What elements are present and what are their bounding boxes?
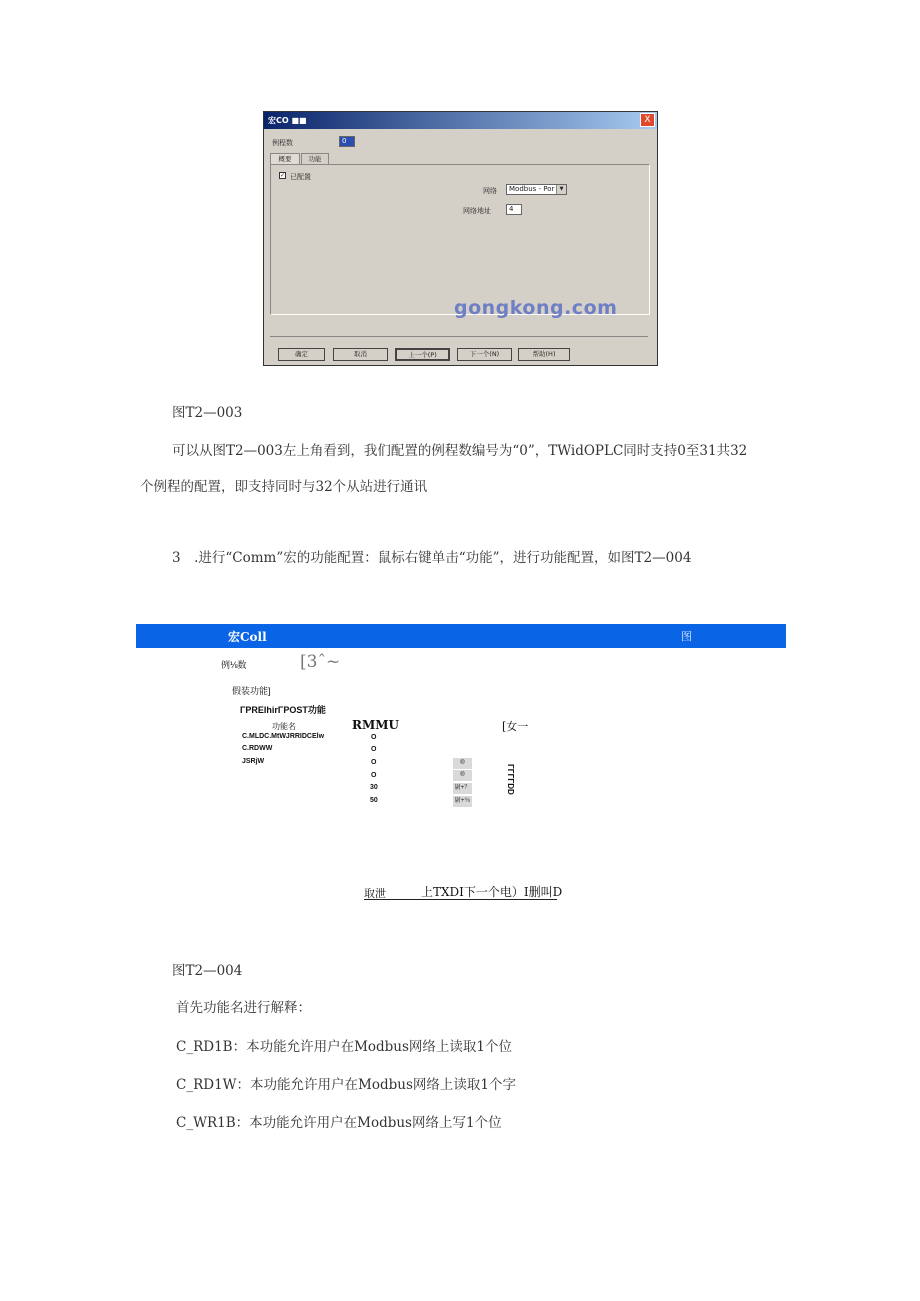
previous-button[interactable]: 上一个(P) xyxy=(395,348,450,361)
definition-c-rd1b: C_RD1B：本功能允许用户在Modbus网络上读取1个位 xyxy=(176,1039,513,1055)
figure2-title-right: 图 xyxy=(681,630,692,643)
dialog-titlebar xyxy=(264,112,657,129)
ok-button[interactable]: 确定 xyxy=(278,348,325,361)
paragraph-1-line-1: 可以从图T2—003左上角看到，我们配置的例程数编号为“0”，TWidOPLC同时支持0至31共32 xyxy=(172,443,748,459)
chevron-down-icon[interactable]: ▼ xyxy=(556,185,566,194)
network-label: 网络 xyxy=(483,187,497,195)
network-address-input[interactable]: 4 xyxy=(506,204,522,215)
figure2-shaded-2[interactable]: ® xyxy=(453,770,472,781)
figure2-nav-buttons[interactable]: 上TXDI下一个电）I删叫D xyxy=(421,885,563,899)
figure2-value-3: O xyxy=(371,759,377,766)
figure2-function-2: C.RDWW xyxy=(242,745,273,752)
help-button[interactable]: 帮助(H) xyxy=(518,348,570,361)
close-icon[interactable]: X xyxy=(640,113,655,127)
cancel-button[interactable]: 取消 xyxy=(333,348,388,361)
figure2-col-rmmu: RMMU xyxy=(352,718,400,732)
figure2-prepost: ΓPREIhirΓPOST功能 xyxy=(240,705,326,715)
dialog-comm-macro xyxy=(263,111,658,366)
paragraph-1-line-2: 个例程的配置，即支持同时与32个从站进行通讯 xyxy=(140,479,428,495)
next-button[interactable]: 下一个(N) xyxy=(457,348,512,361)
figure2-function-3: JSRjW xyxy=(242,758,265,765)
figure2-shaded-1[interactable]: ® xyxy=(453,758,472,769)
dialog-title: 宏CO ■■ xyxy=(268,116,307,125)
tab-panel xyxy=(270,164,650,315)
caption-figure-004: 图T2—004 xyxy=(172,963,243,979)
watermark-text: gongkong.com xyxy=(454,297,618,319)
figure2-underline xyxy=(364,899,557,900)
definition-c-wr1b: C_WR1B：本功能允许用户在Modbus网络上写1个位 xyxy=(176,1115,502,1131)
figure2-function-1: C.MLDC.MtWJRRIDCElw xyxy=(242,733,325,740)
figure2-assembly: 假装功能] xyxy=(232,686,271,696)
paragraph-3: 首先功能名进行解释： xyxy=(176,1000,311,1016)
network-address-label: 网络地址 xyxy=(463,207,491,215)
network-select[interactable] xyxy=(506,184,567,195)
paragraph-2: 3 .进行“Comm”宏的功能配置：鼠标右键单击“功能”，进行功能配置，如图T2—004 xyxy=(172,550,692,566)
tab-summary[interactable]: 概要 xyxy=(270,153,300,164)
figure2-shaded-4[interactable]: 尉+％ xyxy=(453,796,472,807)
figure2-value-4: O xyxy=(371,772,377,779)
figure2-routine-label: 例⅛数 xyxy=(221,660,247,670)
configured-checkbox[interactable]: ✓ xyxy=(280,172,286,179)
figure2-routine-value: [3ˆ~ xyxy=(300,652,341,672)
tab-functions[interactable]: 功能 xyxy=(301,153,329,164)
caption-figure-003: 图T2—003 xyxy=(172,405,243,421)
figure2-value-2: O xyxy=(371,746,377,753)
figure2-value-1: O xyxy=(371,734,377,741)
figure2-col-right: [女一 xyxy=(502,720,529,733)
routine-input[interactable]: 0 xyxy=(339,136,355,147)
routine-label: 例程数 xyxy=(272,139,293,147)
figure2-title: 宏Coll xyxy=(228,630,267,644)
figure2-shaded-3[interactable]: 尉+？ xyxy=(453,783,472,794)
configured-label: 已配置 xyxy=(290,173,311,181)
divider xyxy=(270,336,648,337)
figure2-cancel-button[interactable]: 取泄 xyxy=(364,888,386,900)
figure2-col-function: 功能名 xyxy=(272,722,296,731)
definition-c-rd1w: C_RD1W：本功能允许用户在Modbus网络上读取1个字 xyxy=(176,1077,516,1093)
figure2-value-6: 50 xyxy=(370,797,378,804)
figure2-value-5: 30 xyxy=(370,784,378,791)
figure2-titlebar xyxy=(136,624,786,648)
network-select-value: Modbus - Por xyxy=(509,185,555,193)
figure2-vertical-label: ΓΓΓΓDD xyxy=(506,764,515,795)
